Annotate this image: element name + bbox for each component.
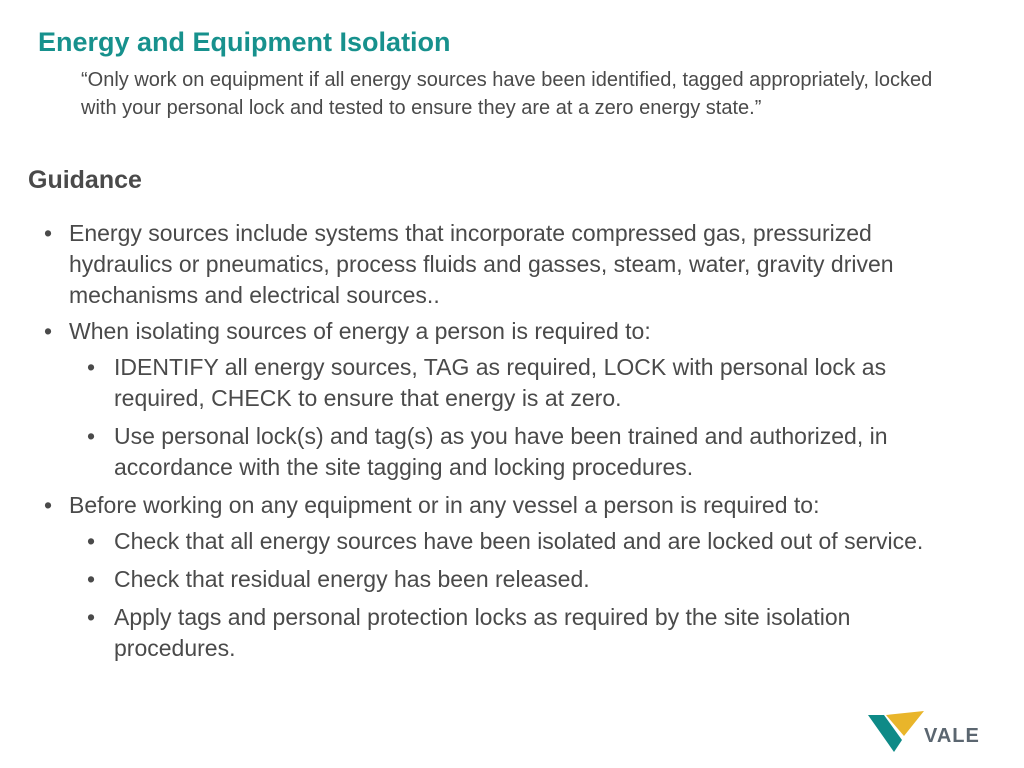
bullet-text: Energy sources include systems that incorporate compressed gas, pressurized hydraulics or pneumatics, process fluids and gasses, steam, water, gravity driven mechanisms and electrical sources.. — [69, 220, 894, 308]
bullet-energy-sources — [44, 218, 929, 311]
bullet-text: Apply tags and personal protection locks as required by the site isolation procedures. — [114, 604, 851, 661]
bullet-text: When isolating sources of energy a person is required to: — [69, 318, 651, 344]
bullet-text: Check that all energy sources have been isolated and are locked out of service. — [114, 528, 924, 554]
bullet-marker: • — [87, 354, 96, 380]
bullet-marker: • — [87, 604, 96, 630]
bullet-text: Check that residual energy has been released. — [114, 566, 590, 592]
slide-title: Energy and Equipment Isolation — [38, 27, 451, 57]
guidance-heading: Guidance — [28, 166, 142, 194]
guidance-bullet-list — [0, 218, 1024, 671]
bullet-text: Use personal lock(s) and tag(s) as you have been trained and authorized, in accordance with the site tagging and locking procedures. — [114, 423, 888, 480]
sub-bullet-identify-tag-lock-check — [87, 352, 954, 414]
bullet-text: Before working on any equipment or in any vessel a person is required to: — [69, 492, 820, 518]
safety-quote: “Only work on equipment if all energy sources have been identified, tagged appropriately, locked with your personal lock and tested to ensure they are at a zero energy state.” — [81, 69, 933, 119]
vale-logo-text: VALE — [924, 725, 980, 747]
bullet-marker: • — [87, 566, 96, 592]
bullet-marker: • — [87, 528, 96, 554]
vale-logo-icon — [866, 706, 926, 756]
sub-bullet-apply-tags — [87, 602, 954, 664]
sub-bullet-residual-energy — [87, 564, 954, 595]
bullet-before-working — [44, 490, 929, 521]
bullet-marker: • — [44, 318, 53, 344]
bullet-marker: • — [44, 492, 53, 518]
sub-bullet-personal-lock — [87, 421, 954, 483]
bullet-marker: • — [44, 220, 53, 246]
bullet-text: IDENTIFY all energy sources, TAG as required, LOCK with personal lock as required, CHECK to ensure that energy is at zero. — [114, 354, 887, 411]
bullet-when-isolating — [44, 316, 929, 347]
vale-logo — [866, 706, 986, 756]
bullet-marker: • — [87, 423, 96, 449]
sub-bullet-check-isolated — [87, 526, 954, 557]
